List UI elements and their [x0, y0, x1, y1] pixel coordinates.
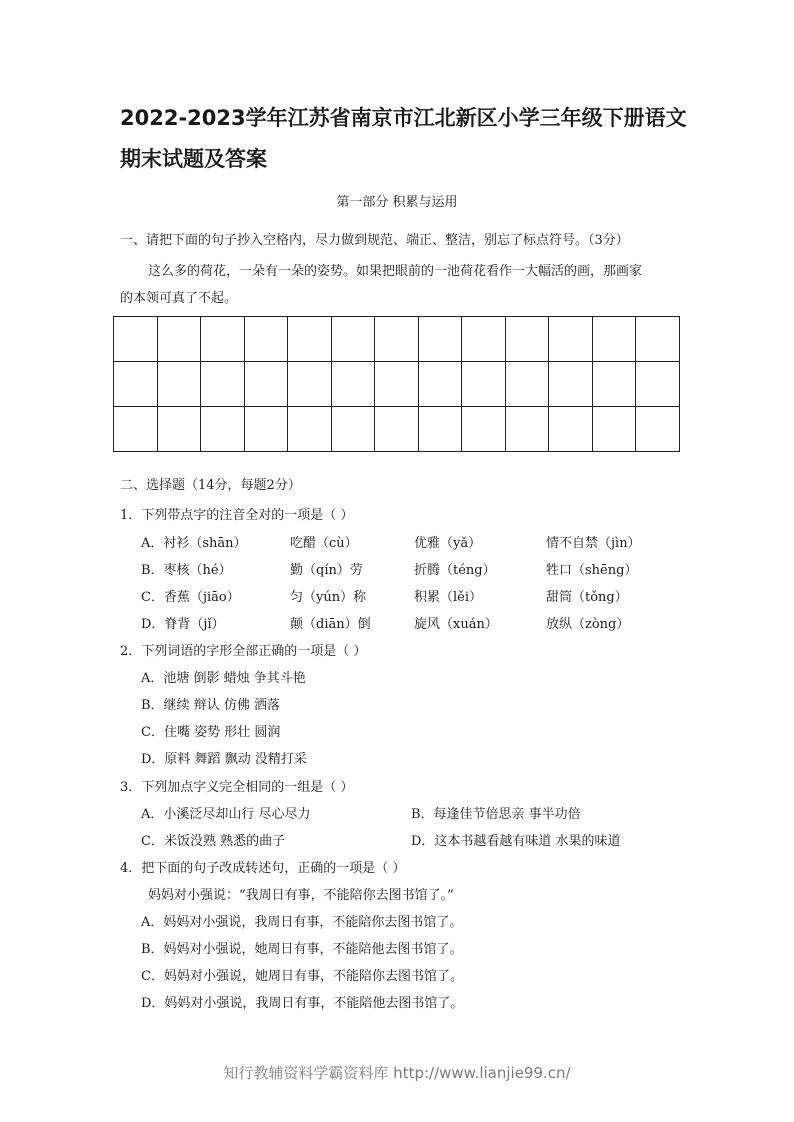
- q2-option-a: A．池塘 倒影 蜡烛 争其斗艳: [141, 671, 306, 686]
- part1-passage-line1: 这么多的荷花，一朵有一朵的姿势。如果把眼前的一池荷花看作一大幅活的画，那画家: [148, 264, 643, 279]
- q2-stem: 2．下列词语的字形全部正确的一项是（ ）: [120, 644, 367, 659]
- q1-option-a1: A．衬衫（shān）: [141, 536, 247, 551]
- q3-option-a: A．小溪泛尽却山行 尽心尽力: [141, 807, 311, 822]
- grid-cell[interactable]: [157, 362, 201, 407]
- grid-cell[interactable]: [244, 407, 288, 452]
- grid-cell[interactable]: [375, 407, 419, 452]
- grid-cell[interactable]: [505, 362, 549, 407]
- q4-option-d: D．妈妈对小强说，我周日有事，不能陪他去图书馆了。: [141, 996, 464, 1011]
- q1-option-a4: 情不自禁（jìn）: [546, 536, 641, 551]
- grid-cell[interactable]: [201, 362, 245, 407]
- q2-option-b: B．继续 辩认 仿佛 洒落: [141, 698, 280, 713]
- grid-cell[interactable]: [462, 362, 506, 407]
- q4-option-b: B．妈妈对小强说，她周日有事，不能陪他去图书馆了。: [141, 942, 463, 957]
- q3-option-b: B．每逢佳节倍思亲 事半功倍: [411, 807, 581, 822]
- q1-option-c1: C．香蕉（jiāo）: [141, 590, 240, 605]
- q4-option-a: A．妈妈对小强说，我周日有事，不能陪你去图书馆了。: [141, 915, 463, 930]
- q4-stem: 4．把下面的句子改成转述句，正确的一项是（ ）: [120, 861, 406, 876]
- grid-cell[interactable]: [375, 362, 419, 407]
- q2-option-c: C．住嘴 姿势 形壮 圆润: [141, 725, 281, 740]
- grid-cell[interactable]: [505, 317, 549, 362]
- grid-cell[interactable]: [549, 407, 593, 452]
- grid-cell[interactable]: [331, 407, 375, 452]
- grid-cell[interactable]: [549, 317, 593, 362]
- grid-cell[interactable]: [636, 407, 680, 452]
- grid-cell[interactable]: [418, 362, 462, 407]
- q1-option-b2: 勤（qín）劳: [290, 563, 363, 578]
- q1-option-b1: B．枣核（hé）: [141, 563, 232, 578]
- part2-heading: 二、选择题（14分，每题2分）: [120, 478, 301, 493]
- page-title-line1: 2022-2023学年江苏省南京市江北新区小学三年级下册语文: [120, 106, 687, 130]
- grid-cell[interactable]: [462, 407, 506, 452]
- grid-cell[interactable]: [636, 317, 680, 362]
- grid-cell[interactable]: [375, 317, 419, 362]
- writing-grid[interactable]: [113, 316, 680, 452]
- q4-option-c: C．妈妈对小强说，她周日有事，不能陪你去图书馆了。: [141, 969, 463, 984]
- grid-cell[interactable]: [288, 317, 332, 362]
- q1-option-d3: 旋风（xuán）: [414, 617, 498, 632]
- q3-option-c: C．米饭没熟 熟悉的曲子: [141, 834, 286, 849]
- grid-cell[interactable]: [201, 407, 245, 452]
- grid-cell[interactable]: [549, 362, 593, 407]
- grid-cell[interactable]: [462, 317, 506, 362]
- q3-option-d: D．这本书越看越有味道 水果的味道: [411, 834, 621, 849]
- footer-watermark: 知行教辅资料学霸资料库 http://www.lianjie99.cn/: [223, 1064, 571, 1082]
- grid-cell[interactable]: [244, 317, 288, 362]
- part1-question: 一、请把下面的句子抄入空格内，尽力做到规范、端正、整洁，别忘了标点符号。（3分）: [120, 233, 629, 248]
- grid-cell[interactable]: [157, 317, 201, 362]
- q1-option-a2: 吃醋（cù）: [290, 536, 358, 551]
- grid-cell[interactable]: [331, 317, 375, 362]
- q1-option-d4: 放纵（zòng）: [546, 617, 630, 632]
- grid-cell[interactable]: [636, 362, 680, 407]
- q1-option-c4: 甜筒（tǒng）: [546, 590, 628, 605]
- q1-stem: 1．下列带点字的注音全对的一项是（ ）: [120, 508, 354, 523]
- grid-cell[interactable]: [114, 407, 158, 452]
- grid-cell[interactable]: [331, 362, 375, 407]
- page-title-line2: 期末试题及答案: [120, 147, 267, 171]
- q2-option-d: D．原料 舞蹈 飘动 没精打采: [141, 752, 307, 767]
- q1-option-c3: 积累（lěi）: [414, 590, 483, 605]
- grid-cell[interactable]: [592, 407, 636, 452]
- grid-cell[interactable]: [592, 362, 636, 407]
- part1-passage-line2: 的本领可真了不起。: [120, 291, 238, 306]
- q1-option-d1: D．脊背（jǐ）: [141, 617, 225, 632]
- grid-cell[interactable]: [244, 362, 288, 407]
- q4-quote: 妈妈对小强说：“我周日有事，不能陪你去图书馆了。”: [148, 888, 454, 903]
- q1-option-b3: 折腾（téng）: [414, 563, 496, 578]
- q1-option-d2: 颠（diān）倒: [290, 617, 371, 632]
- q1-option-a3: 优雅（yǎ）: [414, 536, 482, 551]
- grid-cell[interactable]: [288, 407, 332, 452]
- grid-cell[interactable]: [418, 317, 462, 362]
- grid-cell[interactable]: [505, 407, 549, 452]
- q1-option-b4: 牲口（shēng）: [546, 563, 638, 578]
- section-heading: 第一部分 积累与运用: [336, 195, 458, 210]
- grid-cell[interactable]: [114, 317, 158, 362]
- grid-cell[interactable]: [418, 407, 462, 452]
- q1-option-c2: 匀（yún）称: [290, 590, 367, 605]
- q3-stem: 3．下列加点字义完全相同的一组是（ ）: [120, 780, 354, 795]
- grid-cell[interactable]: [114, 362, 158, 407]
- grid-cell[interactable]: [201, 317, 245, 362]
- grid-cell[interactable]: [288, 362, 332, 407]
- grid-cell[interactable]: [157, 407, 201, 452]
- grid-cell[interactable]: [592, 317, 636, 362]
